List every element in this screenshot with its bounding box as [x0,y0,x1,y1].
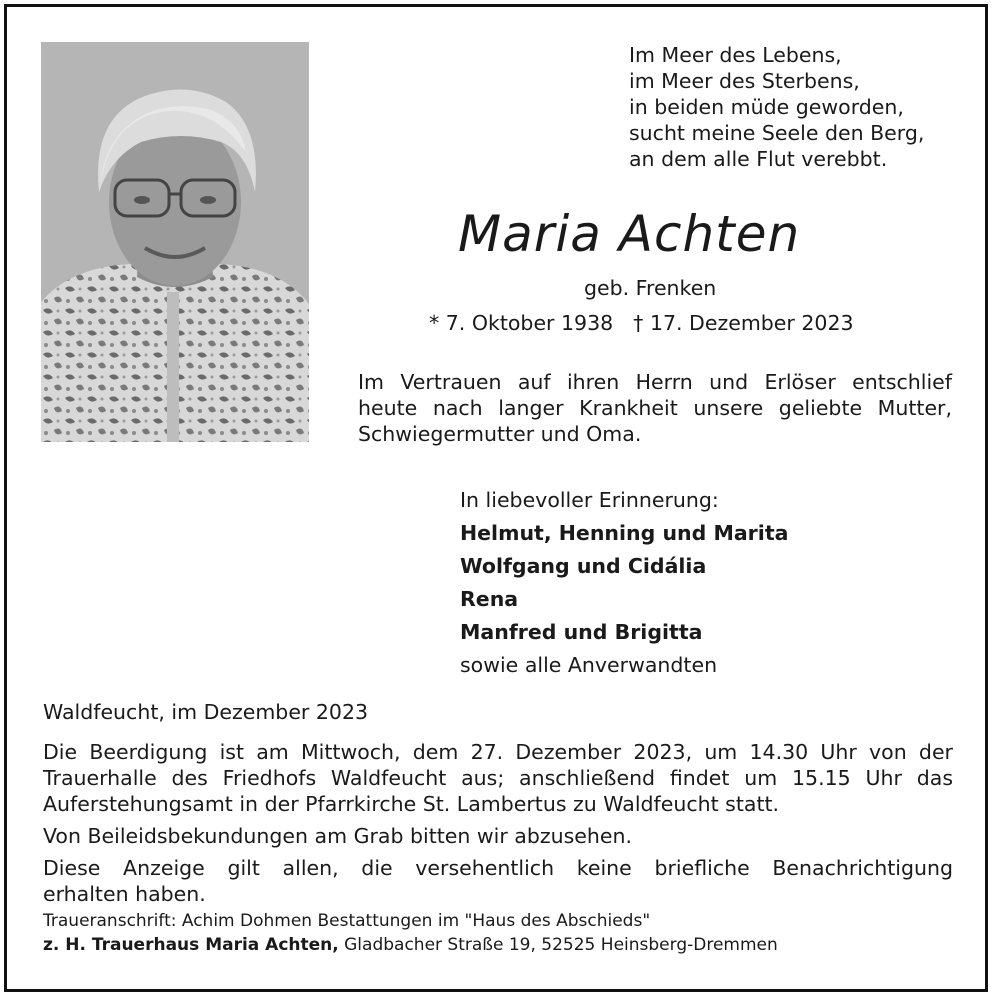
family-name: Helmut, Henning und Marita [460,521,789,545]
funeral-line: Die Beerdigung ist am Mittwoch, dem 27. Dezember 2023, um 14.30 Uhr von der [43,740,953,764]
intro-line: heute nach langer Krankheit unsere geliebte Mutter, [358,396,952,420]
funeral-details [43,739,953,907]
family-name: Manfred und Brigitta [460,620,703,644]
portrait-photo [41,42,309,442]
notice-line: Diese Anzeige gilt allen, die versehentlich keine briefliche Benachrichtigung [43,856,953,880]
address-line: Traueranschrift: Achim Dohmen Bestattungen im "Haus des Abschieds" [43,911,651,931]
notice-line: erhalten haben. [43,882,206,906]
poem-line: im Meer des Sterbens, [629,69,860,93]
family-name: Wolfgang und Cidália [460,554,707,578]
house-name: z. H. Trauerhaus Maria Achten, [43,935,339,955]
intro-text [358,369,952,447]
deceased-name: Maria Achten [458,205,801,263]
poem [629,42,924,172]
intro-line: Schwiegermutter und Oma. [358,422,642,446]
condolence-note: Von Beileidsbekundungen am Grab bitten wir abzusehen. [43,824,633,848]
family-name: Rena [460,587,519,611]
intro-line: Im Vertrauen auf ihren Herrn und Erlöser entschlief [358,370,952,394]
family-list [460,484,788,682]
funeral-line: Trauerhalle des Friedhofs Waldfeucht aus; anschließend findet um 15.15 Uhr das [43,766,953,790]
family-closing: sowie alle Anverwandten [460,653,718,677]
maiden-name: geb. Frenken [584,276,717,300]
death-date: † 17. Dezember 2023 [633,311,854,335]
poem-line: sucht meine Seele den Berg, [629,121,925,145]
funeral-line: Auferstehungsamt in der Pfarrkirche St. Lambertus zu Waldfeucht statt. [43,792,780,816]
mourning-address [43,909,778,957]
birth-date: * 7. Oktober 1938 [429,311,614,335]
family-heading: In liebevoller Erinnerung: [460,488,719,512]
poem-line: an dem alle Flut verebbt. [629,147,888,171]
life-dates [429,311,854,335]
place-date: Waldfeucht, im Dezember 2023 [43,700,369,724]
house-address: Gladbacher Straße 19, 52525 Heinsberg-Dremmen [338,935,778,955]
poem-line: Im Meer des Lebens, [629,43,842,67]
house-line [43,933,778,957]
poem-line: in beiden müde geworden, [629,95,904,119]
